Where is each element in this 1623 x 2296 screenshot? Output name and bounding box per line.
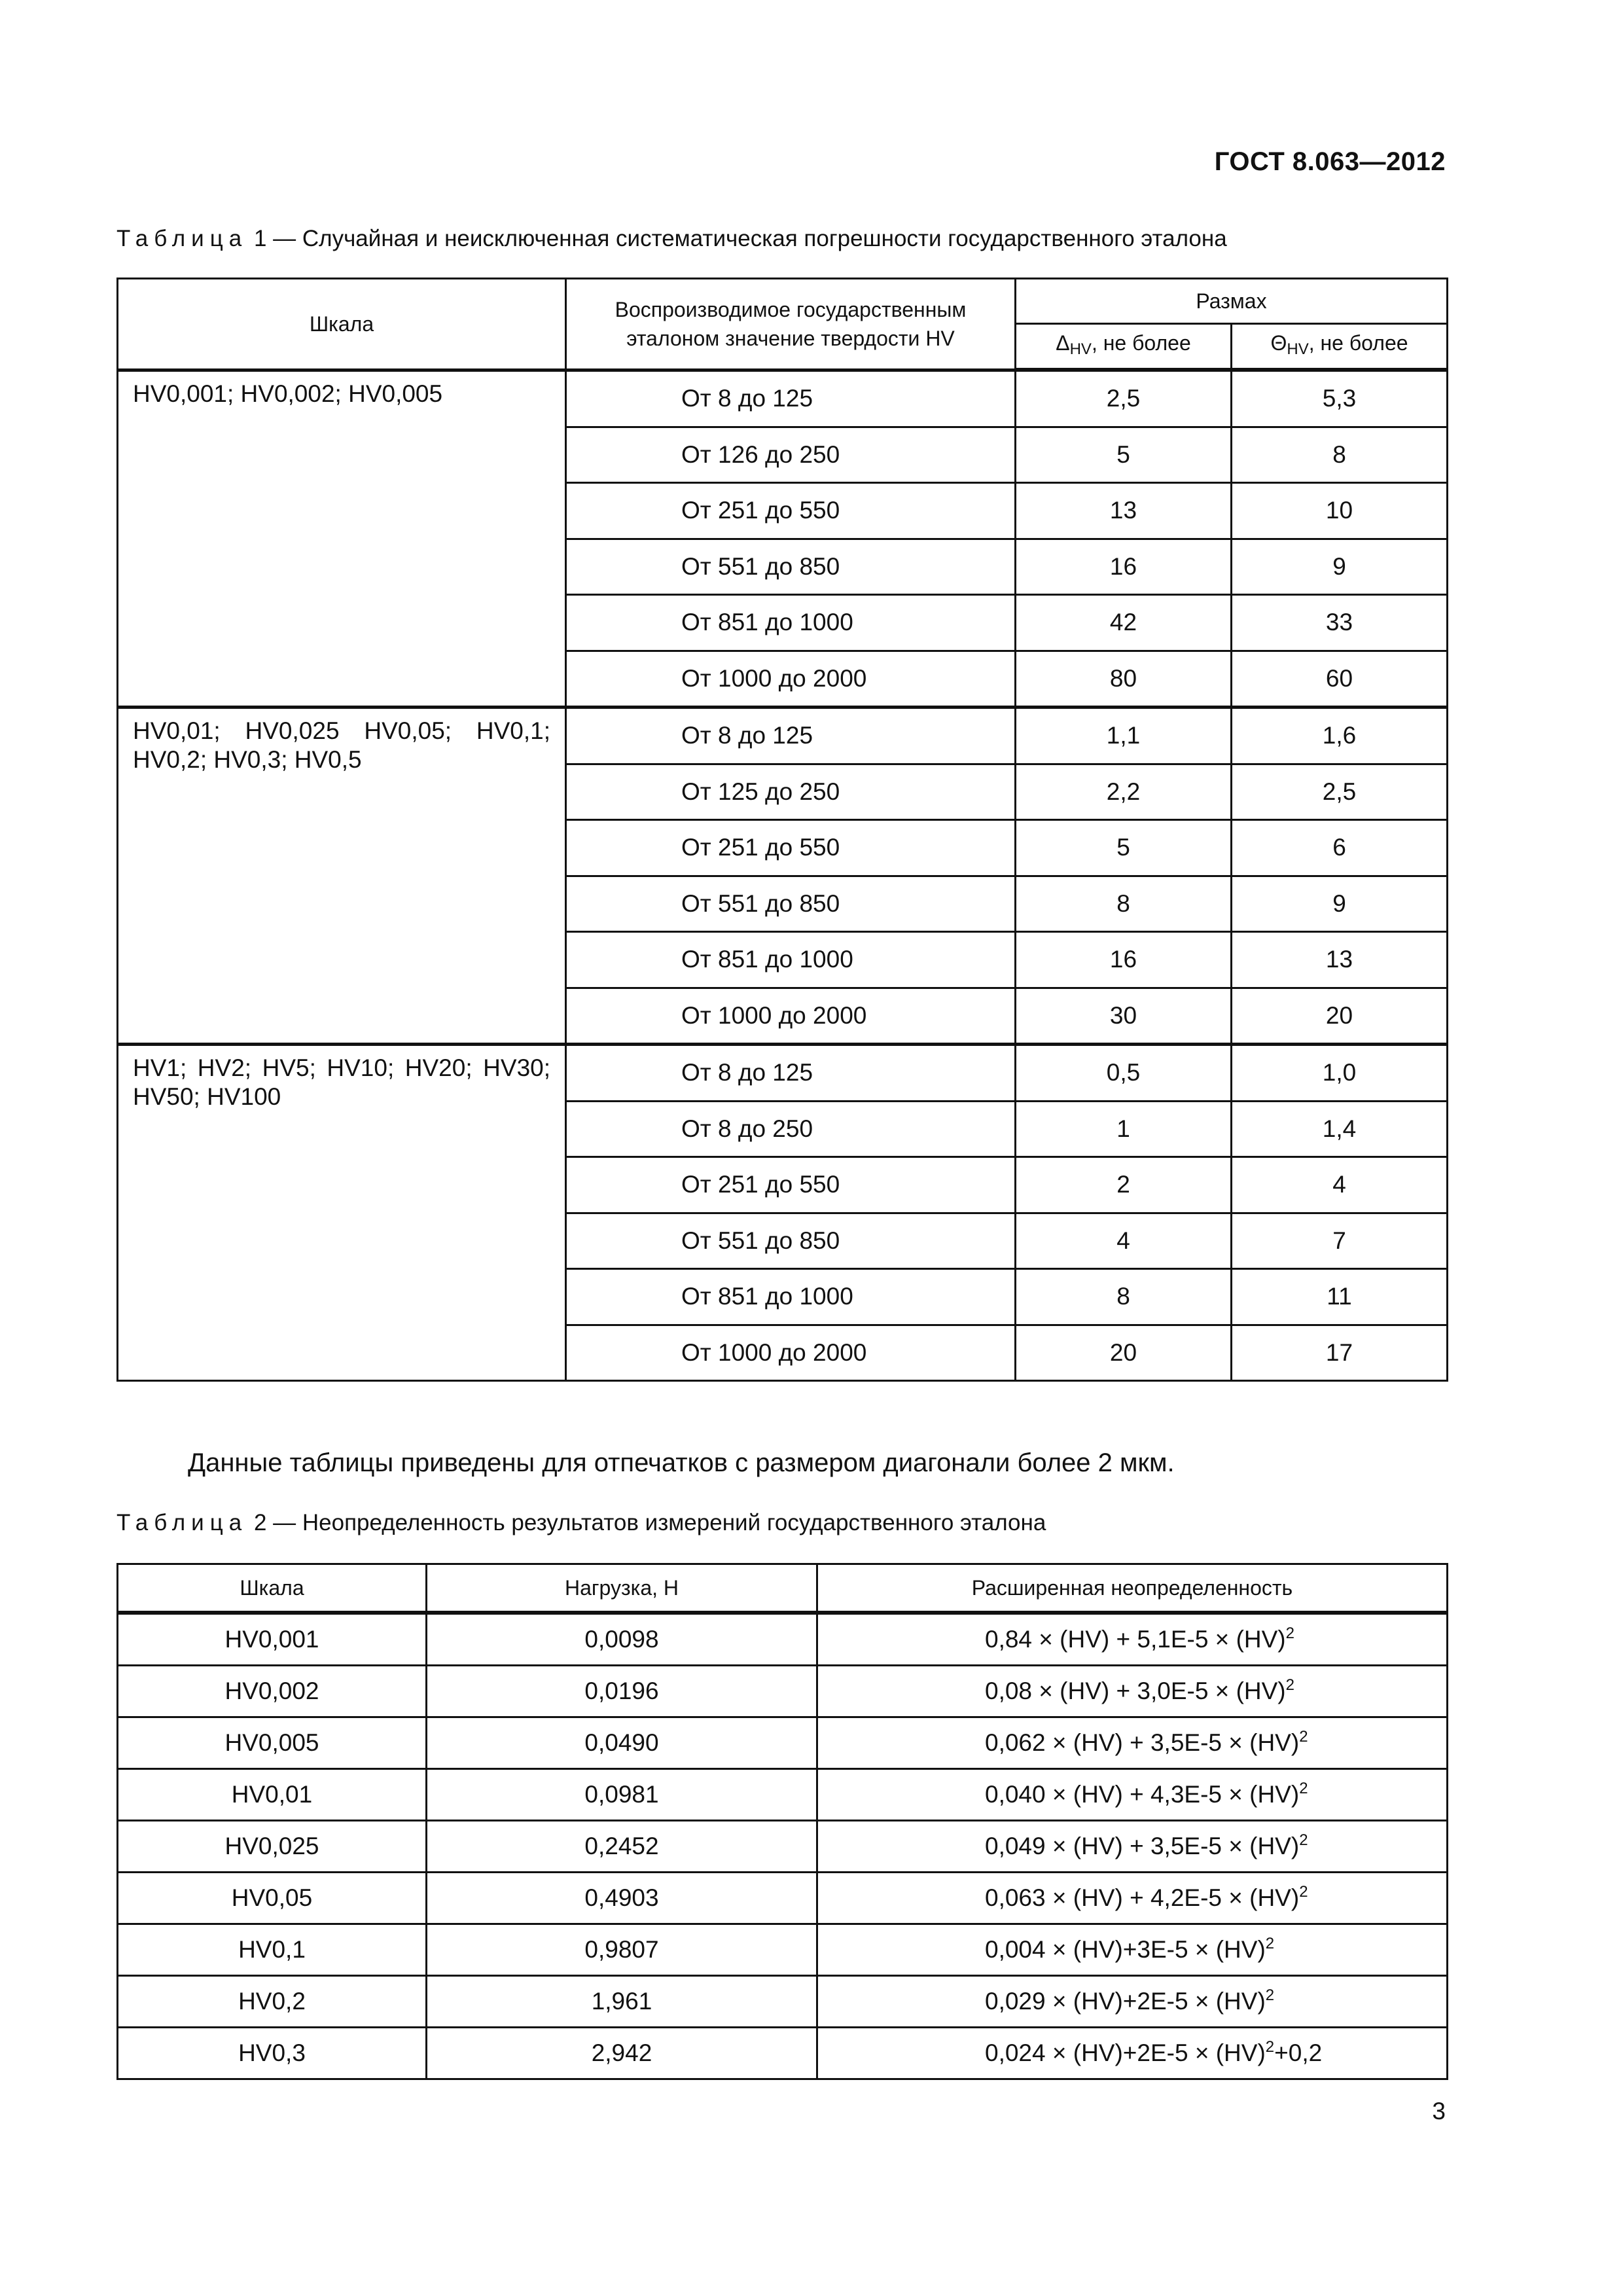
hardness-range-cell: От 251 до 550 xyxy=(566,483,1016,539)
hardness-range-cell: От 551 до 850 xyxy=(566,539,1016,595)
table2-caption-label: Таблица xyxy=(116,1510,248,1535)
uncertainty-cell xyxy=(817,1873,1448,1924)
theta-value-cell: 13 xyxy=(1232,932,1448,988)
formula-main: 0,004 × (HV)+3E-5 × (HV) xyxy=(985,1936,1266,1963)
formula-exponent: 2 xyxy=(1265,1935,1275,1952)
table-note: Данные таблицы приведены для отпечатков с размером диагонали более 2 мкм. xyxy=(188,1448,1175,1477)
uncertainty-cell xyxy=(817,1717,1448,1769)
scale-cell: HV0,05 xyxy=(118,1873,427,1924)
table-row xyxy=(118,1769,1448,1821)
delta-subscript: HV xyxy=(1069,340,1092,358)
formula-exponent: 2 xyxy=(1285,1676,1294,1694)
formula-main: 0,063 × (HV) + 4,2E-5 × (HV) xyxy=(985,1884,1300,1911)
table-row xyxy=(118,1821,1448,1873)
formula-main: 0,024 × (HV)+2E-5 × (HV) xyxy=(985,2039,1266,2066)
theta-value-cell: 7 xyxy=(1232,1213,1448,1269)
hardness-range-cell: От 1000 до 2000 xyxy=(566,988,1016,1045)
table-row xyxy=(118,1873,1448,1924)
delta-symbol: Δ xyxy=(1056,331,1070,355)
formula-exponent: 2 xyxy=(1299,1831,1308,1849)
hardness-range-cell: От 8 до 125 xyxy=(566,1045,1016,1102)
scale-cell: HV0,3 xyxy=(118,2028,427,2079)
table2-header-load: Нагрузка, Н xyxy=(427,1564,817,1613)
hardness-range-cell: От 251 до 550 xyxy=(566,820,1016,876)
hardness-range-cell: От 126 до 250 xyxy=(566,427,1016,483)
theta-symbol: Θ xyxy=(1270,331,1287,355)
delta-value-cell: 8 xyxy=(1016,876,1232,932)
table1-caption xyxy=(116,226,1227,252)
delta-value-cell: 5 xyxy=(1016,427,1232,483)
table-row xyxy=(118,1717,1448,1769)
uncertainty-cell xyxy=(817,2028,1448,2079)
hardness-range-cell: От 8 до 125 xyxy=(566,370,1016,427)
theta-value-cell: 1,4 xyxy=(1232,1101,1448,1157)
formula-exponent: 2 xyxy=(1285,1624,1294,1642)
table1-header-theta xyxy=(1232,324,1448,370)
theta-value-cell: 9 xyxy=(1232,539,1448,595)
hardness-range-cell: От 851 до 1000 xyxy=(566,595,1016,651)
table-row xyxy=(118,1924,1448,1976)
delta-value-cell: 0,5 xyxy=(1016,1045,1232,1102)
hardness-range-cell: От 851 до 1000 xyxy=(566,1269,1016,1325)
scale-cell: HV0,025 xyxy=(118,1821,427,1873)
delta-value-cell: 16 xyxy=(1016,539,1232,595)
hardness-range-cell: От 8 до 250 xyxy=(566,1101,1016,1157)
formula-exponent: 2 xyxy=(1299,1883,1308,1901)
table1-caption-text: 1 — Случайная и неисключенная систематическая погрешности государственного эталона xyxy=(247,226,1227,251)
delta-value-cell: 1,1 xyxy=(1016,708,1232,764)
formula-main: 0,84 × (HV) + 5,1E-5 × (HV) xyxy=(985,1626,1286,1653)
uncertainty-cell xyxy=(817,1769,1448,1821)
theta-value-cell: 1,0 xyxy=(1232,1045,1448,1102)
table2-header-uncertainty: Расширенная неопределенность xyxy=(817,1564,1448,1613)
formula-exponent: 2 xyxy=(1299,1728,1308,1746)
theta-value-cell: 4 xyxy=(1232,1157,1448,1213)
table2-header-scale: Шкала xyxy=(118,1564,427,1613)
table-row xyxy=(118,370,1448,427)
table1-caption-label: Таблица xyxy=(116,226,248,251)
theta-value-cell: 20 xyxy=(1232,988,1448,1045)
theta-value-cell: 10 xyxy=(1232,483,1448,539)
hardness-range-cell: От 551 до 850 xyxy=(566,1213,1016,1269)
delta-value-cell: 4 xyxy=(1016,1213,1232,1269)
delta-value-cell: 42 xyxy=(1016,595,1232,651)
table2 xyxy=(116,1563,1448,2080)
theta-value-cell: 9 xyxy=(1232,876,1448,932)
scale-cell: HV1; HV2; HV5; HV10; HV20; HV30; HV50; HV100 xyxy=(118,1045,566,1381)
delta-value-cell: 20 xyxy=(1016,1325,1232,1381)
table1 xyxy=(116,278,1448,1382)
formula-exponent: 2 xyxy=(1299,1780,1308,1797)
theta-value-cell: 11 xyxy=(1232,1269,1448,1325)
table1-header-scale: Шкала xyxy=(118,279,566,370)
load-cell: 0,2452 xyxy=(427,1821,817,1873)
uncertainty-cell xyxy=(817,1613,1448,1666)
theta-value-cell: 33 xyxy=(1232,595,1448,651)
delta-value-cell: 13 xyxy=(1016,483,1232,539)
table1-header-range: Размах xyxy=(1016,279,1448,324)
theta-value-cell: 8 xyxy=(1232,427,1448,483)
formula-main: 0,08 × (HV) + 3,0E-5 × (HV) xyxy=(985,1677,1286,1704)
load-cell: 2,942 xyxy=(427,2028,817,2079)
delta-value-cell: 8 xyxy=(1016,1269,1232,1325)
page-number: 3 xyxy=(1432,2098,1446,2125)
uncertainty-cell xyxy=(817,1976,1448,2028)
table2-caption xyxy=(116,1510,1046,1536)
table-row xyxy=(118,708,1448,764)
theta-value-cell: 60 xyxy=(1232,651,1448,708)
uncertainty-cell xyxy=(817,1666,1448,1717)
load-cell: 0,0196 xyxy=(427,1666,817,1717)
table-row xyxy=(118,1613,1448,1666)
load-cell: 0,4903 xyxy=(427,1873,817,1924)
formula-main: 0,062 × (HV) + 3,5E-5 × (HV) xyxy=(985,1729,1300,1756)
scale-cell: HV0,005 xyxy=(118,1717,427,1769)
delta-value-cell: 30 xyxy=(1016,988,1232,1045)
delta-label: , не более xyxy=(1091,331,1191,355)
document-number: ГОСТ 8.063—2012 xyxy=(1214,147,1446,176)
delta-value-cell: 80 xyxy=(1016,651,1232,708)
formula-tail: +0,2 xyxy=(1274,2039,1323,2066)
hardness-range-cell: От 8 до 125 xyxy=(566,708,1016,764)
load-cell: 0,0098 xyxy=(427,1613,817,1666)
hardness-range-cell: От 551 до 850 xyxy=(566,876,1016,932)
theta-value-cell: 1,6 xyxy=(1232,708,1448,764)
scale-cell: HV0,1 xyxy=(118,1924,427,1976)
load-cell: 0,9807 xyxy=(427,1924,817,1976)
table-row xyxy=(118,2028,1448,2079)
formula-main: 0,049 × (HV) + 3,5E-5 × (HV) xyxy=(985,1833,1300,1859)
delta-value-cell: 2 xyxy=(1016,1157,1232,1213)
delta-value-cell: 16 xyxy=(1016,932,1232,988)
table-row xyxy=(118,1045,1448,1102)
scale-cell: HV0,01; HV0,025 HV0,05; HV0,1; HV0,2; HV0,3; HV0,5 xyxy=(118,708,566,1045)
uncertainty-cell xyxy=(817,1924,1448,1976)
theta-value-cell: 6 xyxy=(1232,820,1448,876)
table-row xyxy=(118,1666,1448,1717)
scale-cell: HV0,2 xyxy=(118,1976,427,2028)
table-row xyxy=(118,1976,1448,2028)
uncertainty-cell xyxy=(817,1821,1448,1873)
theta-value-cell: 2,5 xyxy=(1232,764,1448,820)
hardness-range-cell: От 125 до 250 xyxy=(566,764,1016,820)
theta-label: , не более xyxy=(1308,331,1408,355)
table1-header-delta xyxy=(1016,324,1232,370)
scale-cell: HV0,002 xyxy=(118,1666,427,1717)
load-cell: 1,961 xyxy=(427,1976,817,2028)
scale-cell: HV0,01 xyxy=(118,1769,427,1821)
hardness-range-cell: От 1000 до 2000 xyxy=(566,1325,1016,1381)
formula-main: 0,029 × (HV)+2E-5 × (HV) xyxy=(985,1988,1266,2015)
theta-value-cell: 5,3 xyxy=(1232,370,1448,427)
load-cell: 0,0490 xyxy=(427,1717,817,1769)
scale-cell: HV0,001 xyxy=(118,1613,427,1666)
delta-value-cell: 5 xyxy=(1016,820,1232,876)
formula-main: 0,040 × (HV) + 4,3E-5 × (HV) xyxy=(985,1781,1300,1808)
hardness-range-cell: От 851 до 1000 xyxy=(566,932,1016,988)
delta-value-cell: 2,5 xyxy=(1016,370,1232,427)
theta-value-cell: 17 xyxy=(1232,1325,1448,1381)
formula-exponent: 2 xyxy=(1265,1986,1275,2004)
table1-header-value: Воспроизводимое государственным эталоном значение твердости HV xyxy=(566,279,1016,370)
theta-subscript: HV xyxy=(1287,340,1309,358)
table2-caption-text: 2 — Неопределенность результатов измерений государственного эталона xyxy=(247,1510,1046,1535)
hardness-range-cell: От 1000 до 2000 xyxy=(566,651,1016,708)
load-cell: 0,0981 xyxy=(427,1769,817,1821)
delta-value-cell: 2,2 xyxy=(1016,764,1232,820)
hardness-range-cell: От 251 до 550 xyxy=(566,1157,1016,1213)
formula-exponent: 2 xyxy=(1265,2038,1275,2056)
scale-cell: HV0,001; HV0,002; HV0,005 xyxy=(118,370,566,708)
delta-value-cell: 1 xyxy=(1016,1101,1232,1157)
